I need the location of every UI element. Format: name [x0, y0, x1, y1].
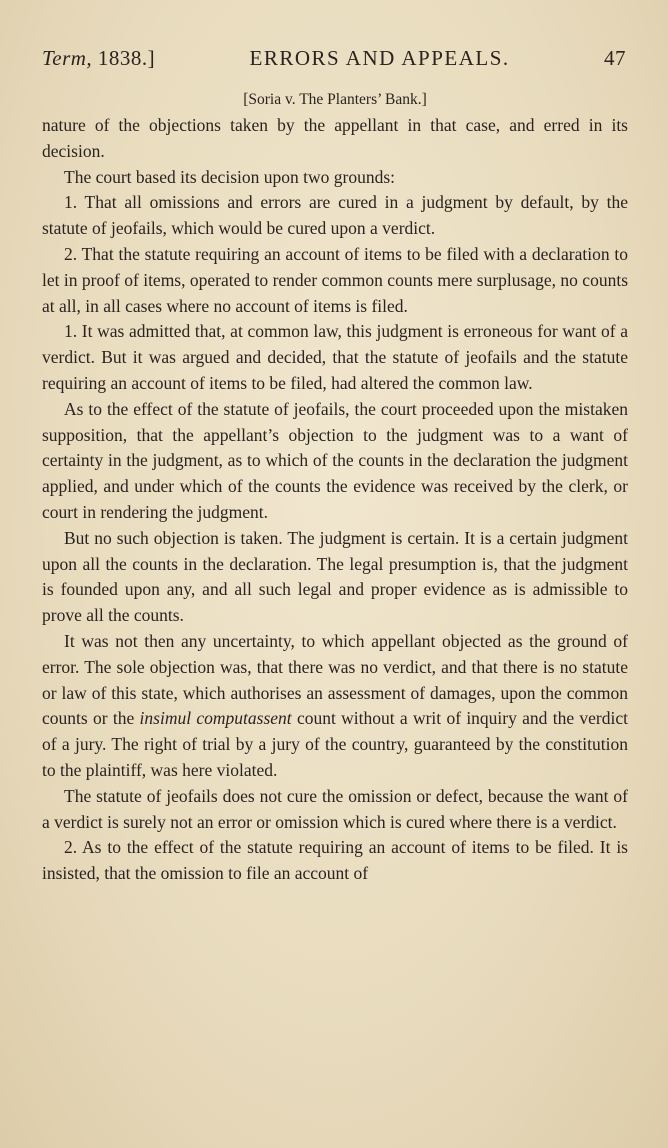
- paragraph: 1. That all omissions and errors are cured in a judgment by default, by the statute of jeofails, which would be cured upon a verdict.: [42, 192, 628, 239]
- header-term: [42, 46, 155, 71]
- case-caption: [Soria v. The Planters’ Bank.]: [243, 91, 427, 108]
- header-term-label: Term,: [42, 46, 93, 70]
- latin-term: insimul computassent: [139, 708, 292, 729]
- paragraph: 2. As to the effect of the statute requiring an account of items to be filed. It is insisted, that the omission to file an account of: [42, 837, 628, 884]
- paragraph: But no such objection is taken. The judgment is certain. It is a certain judgment upon all the counts in the declaration. The legal presumption is, that the judgment is founded upon any, and all such legal and proper evidence as is admissible to prove all the counts.: [42, 527, 628, 626]
- paragraph: 2. That the statute requiring an account of items to be filed with a declaration to let in proof of items, operated to render common counts mere surplusage, no counts at all, in all cases where no account of items is filed.: [42, 243, 628, 316]
- paragraph-text: It was not then any uncertainty, to which appellant objected as the ground of error. The sole objection was, that there was no verdict, and that there is no statute or law of this state, which authorises an assessment of damages, upon the common counts or the: [42, 630, 628, 729]
- paragraph: The court based its decision upon two grounds:: [64, 166, 395, 187]
- paragraph: As to the effect of the statute of jeofails, the court proceeded upon the mistaken supposition, that the appellant’s objection to the judgment was to a want of certainty in the judgment, as to which of the counts in the declaration the judgment applied, and under which of the counts the evidence was received by the clerk, or court in rendering the judgment.: [42, 398, 628, 522]
- header-title: ERRORS AND APPEALS.: [249, 46, 510, 70]
- page-body: [42, 113, 628, 887]
- paragraph-text: count without a writ of inquiry and the verdict of a jury. The right of trial by a jury of the country, guaranteed by the constitution to the plaintiff, was here violated.: [42, 708, 628, 780]
- paragraph: The statute of jeofails does not cure the omission or defect, because the want of a verdict is surely not an error or omission which is cured where there is a verdict.: [42, 785, 628, 832]
- page-number: 47: [603, 46, 626, 70]
- running-header: [42, 46, 628, 71]
- header-term-year: 1838.]: [97, 46, 156, 70]
- paragraph: 1. It was admitted that, at common law, this judgment is erroneous for want of a verdict. But it was argued and decided, that the statute of jeofails and the statute requiring an account of items to be filed, had altered the common law.: [42, 321, 628, 393]
- paragraph: nature of the objections taken by the appellant in that case, and erred in its decision.: [42, 115, 628, 161]
- paragraph: [42, 629, 628, 784]
